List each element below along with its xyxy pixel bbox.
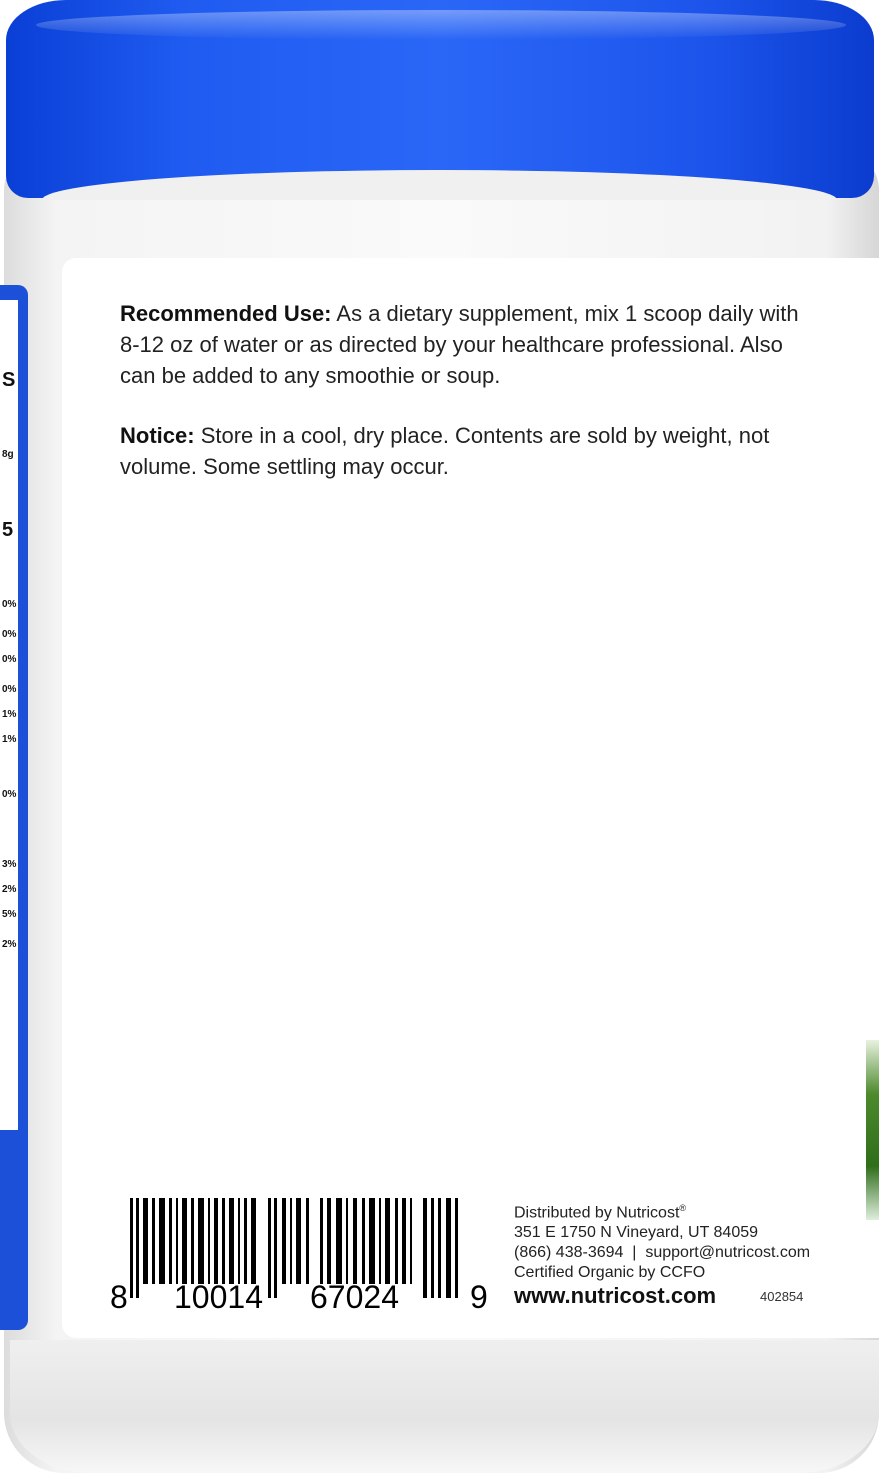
cap-highlight (36, 10, 846, 40)
recommended-use-text: As a dietary supplement, mix 1 scoop daily with 8-12 oz of water or as directed by your healthcare professional. Also can be added to any smoothie or soup. (120, 301, 799, 388)
barcode-digit-first: 8 (110, 1279, 128, 1315)
recommended-use-label: Recommended Use: (120, 301, 332, 326)
side-mark: 2% (2, 939, 17, 950)
side-mark: 1% (2, 709, 17, 720)
side-mark: 5 (2, 519, 14, 541)
side-mark: S (2, 369, 16, 391)
notice-label: Notice: (120, 423, 195, 448)
nutrition-facts-edge (0, 300, 18, 1130)
side-mark: 5% (2, 909, 17, 920)
notice-paragraph (120, 420, 820, 482)
lot-code: 402854 (760, 1289, 804, 1304)
website: www.nutricost.com (514, 1283, 717, 1308)
notice-text: Store in a cool, dry place. Contents are sold by weight, not volume. Some settling may occur. (120, 423, 770, 479)
right-label-edge-greens (866, 1040, 879, 1220)
barcode-group-right: 67024 (310, 1279, 399, 1315)
side-mark: 0% (2, 684, 17, 695)
recommended-use-paragraph (120, 298, 820, 391)
upc-barcode (110, 1198, 500, 1316)
barcode-digit-last: 9 (470, 1279, 488, 1315)
side-mark: 0% (2, 629, 17, 640)
side-mark: 1% (2, 734, 17, 745)
registered-mark: ® (679, 1203, 687, 1213)
jar-bottom (10, 1340, 879, 1473)
distributor-line4: Certified Organic by CCFO (514, 1264, 706, 1282)
side-mark: 0% (2, 654, 17, 665)
distributor-line3: (866) 438-3694 | support@nutricost.com (514, 1244, 811, 1262)
distributor-line2: 351 E 1750 N Vineyard, UT 84059 (514, 1224, 759, 1242)
side-mark: 8g (2, 449, 14, 460)
side-mark: 2% (2, 884, 17, 895)
distributor-line1: Distributed by Nutricost® (514, 1203, 687, 1222)
side-mark: 0% (2, 789, 17, 800)
distributor-info (514, 1198, 810, 1283)
side-mark: 0% (2, 599, 17, 610)
side-mark: 3% (2, 859, 17, 870)
blue-cap (6, 0, 874, 198)
barcode-group-left: 10014 (174, 1279, 263, 1315)
